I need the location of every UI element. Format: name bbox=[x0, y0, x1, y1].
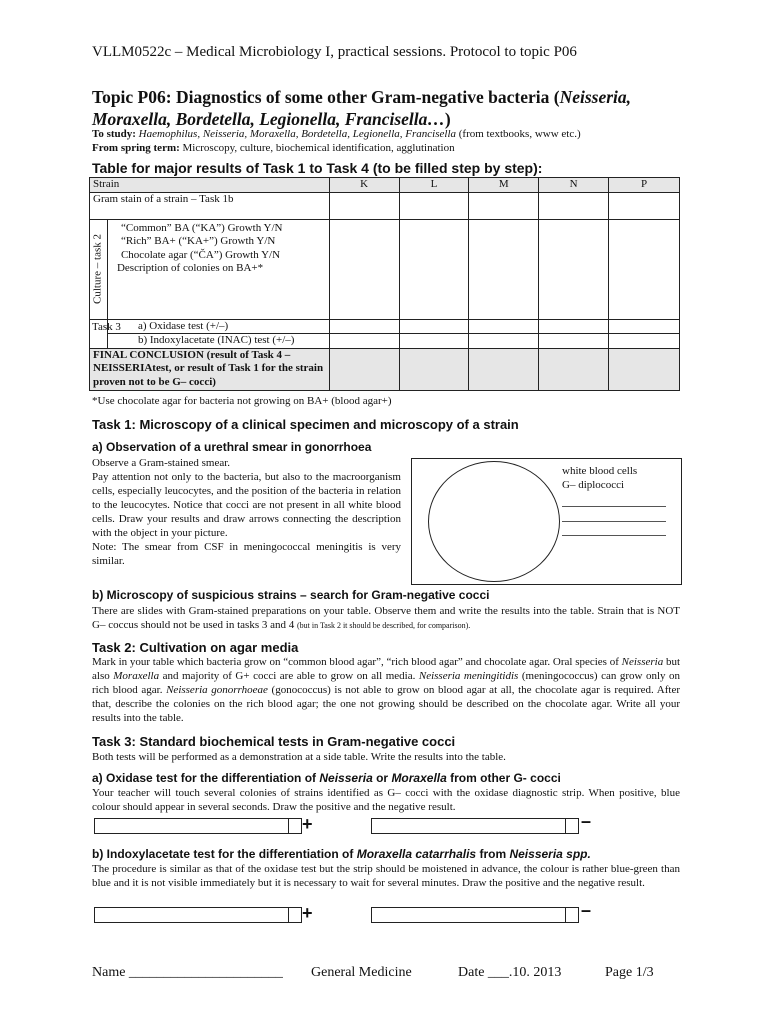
inac-negative-box[interactable] bbox=[371, 907, 579, 923]
task3-intro: Both tests will be performed as a demonstration at a side table. Write the results into the table. bbox=[92, 751, 506, 763]
results-table bbox=[89, 177, 680, 391]
footer-page: Page 1/3 bbox=[605, 965, 654, 980]
task1a-text: Observe a Gram-stained smear. Pay attention not only to the bacteria, but also to the macroorganism cells, especially leucocytes, and the position of the bacteria in relation to the leucocytes. Notice that cocci are not present in all white blood cells. Draw your results and draw arrows connecting the description with the object in your picture. Note: The smear from CSF in meningococcal meningitis is very similar. bbox=[92, 457, 401, 567]
minus-sign: – bbox=[581, 900, 592, 920]
answer-line bbox=[562, 535, 666, 536]
task3b-text: The procedure is similar as that of the oxidase test but the strip should be moistened in advance, the colour is rather blue-green than blue and it is not visible immediately but it is necessary to wait for several minutes. Draw the positive and the negative result. bbox=[92, 863, 680, 889]
col-m: M bbox=[469, 178, 539, 193]
drawing-box[interactable] bbox=[411, 458, 682, 585]
task1a-heading: a) Observation of a urethral smear in gonorrhoea bbox=[92, 440, 372, 454]
task3a-heading: a) Oxidase test for the differentiation of Neisseria or Moraxella from other G- cocci bbox=[92, 771, 561, 785]
oxidase-negative-box[interactable] bbox=[371, 818, 579, 834]
gram-row: Gram stain of a strain – Task 1b bbox=[90, 192, 680, 219]
page-title: Topic P06: Diagnostics of some other Gram-negative bacteria (Neisseria, Moraxella, Bordetella, Legionella, Francisella…) bbox=[92, 87, 632, 129]
task2-text: Mark in your table which bacteria grow on “common blood agar”, “rich blood agar” and chocolate agar. Oral species of Neisseria but also Moraxella and majority of G+ cocci are able to grow on all media. Neisseria meningitidis (meningococcus) can grow only on rich blood agar. Neisseria gonorrhoeae (gonococcus) is not able to grow on blood agar at all, the chocolate agar is required. After that, describe the colonies on the rich blood agar; the one not growing should be described on the chocolate agar. Write all your results into the table. bbox=[92, 656, 681, 724]
minus-sign: – bbox=[581, 811, 592, 831]
footer-name[interactable]: Name ______________________ bbox=[92, 965, 283, 980]
col-k: K bbox=[329, 178, 399, 193]
task3-row-b: b) Indoxylacetate (INAC) test (+/–) bbox=[90, 334, 680, 349]
page-header: VLLM0522c – Medical Microbiology I, practical sessions. Protocol to topic P06 bbox=[92, 44, 577, 60]
table-header-row bbox=[90, 178, 680, 193]
wbc-label: white blood cells bbox=[562, 465, 638, 477]
task1-heading: Task 1: Microscopy of a clinical specimen and microscopy of a strain bbox=[92, 417, 519, 432]
col-n: N bbox=[539, 178, 609, 193]
task3-row-a: a) Oxidase test (+/–) bbox=[90, 319, 680, 334]
oxidase-positive-box[interactable] bbox=[94, 818, 302, 834]
table-title: Table for major results of Task 1 to Task 4 (to be filled step by step): bbox=[92, 160, 543, 176]
strain-header: Strain bbox=[90, 178, 330, 193]
task3-heading: Task 3: Standard biochemical tests in Gram-negative cocci bbox=[92, 734, 456, 749]
plus-sign: + bbox=[302, 814, 313, 834]
task1b-text: There are slides with Gram-stained preparations on your table. Observe them and write the results into the table. Strain that is NOT G– coccus should not be used in tasks 3 and 4 (but in Task 2 it should be described, for comparison). bbox=[92, 605, 680, 631]
task3-label: Task 3 bbox=[92, 321, 121, 333]
task1b-heading: b) Microscopy of suspicious strains – search for Gram-negative cocci bbox=[92, 588, 490, 602]
footer-faculty: General Medicine bbox=[311, 965, 412, 980]
col-l: L bbox=[399, 178, 469, 193]
culture-row: Culture – task 2 “Common” BA (“KA”) Growth Y/N “Rich” BA+ (“KA+”) Growth Y/N Chocolate agar (“ČA”) Growth Y/N Description of colonies on BA+* bbox=[90, 219, 680, 319]
task2-heading: Task 2: Cultivation on agar media bbox=[92, 640, 299, 655]
study-block: To study: Haemophilus, Neisseria, Moraxella, Bordetella, Legionella, Francisella (from textbooks, www etc.) From spring term: Microscopy, culture, biochemical identification, agglutination bbox=[92, 128, 581, 154]
plus-sign: + bbox=[302, 903, 313, 923]
col-p: P bbox=[609, 178, 680, 193]
table-footnote: *Use chocolate agar for bacteria not growing on BA+ (blood agar+) bbox=[92, 395, 392, 407]
task3b-heading: b) Indoxylacetate test for the differentiation of Moraxella catarrhalis from Neisseria spp. bbox=[92, 847, 591, 861]
answer-line bbox=[562, 521, 666, 522]
culture-label: Culture – task 2 bbox=[90, 219, 108, 319]
answer-line bbox=[562, 506, 666, 507]
task3a-text: Your teacher will touch several colonies of strains identified as G– cocci with the oxidase diagnostic strip. When positive, blue colour should appear in several seconds. Draw the positive and the negative result. bbox=[92, 787, 680, 813]
diplococci-label: G– diplococci bbox=[562, 479, 625, 491]
footer-date[interactable]: Date ___.10. 2013 bbox=[458, 965, 562, 980]
drawing-circle[interactable] bbox=[428, 461, 560, 582]
final-row: FINAL CONCLUSION (result of Task 4 – NEISSERIAtest, or result of Task 1 for the strain proven not to be G– cocci) bbox=[90, 348, 680, 390]
inac-positive-box[interactable] bbox=[94, 907, 302, 923]
